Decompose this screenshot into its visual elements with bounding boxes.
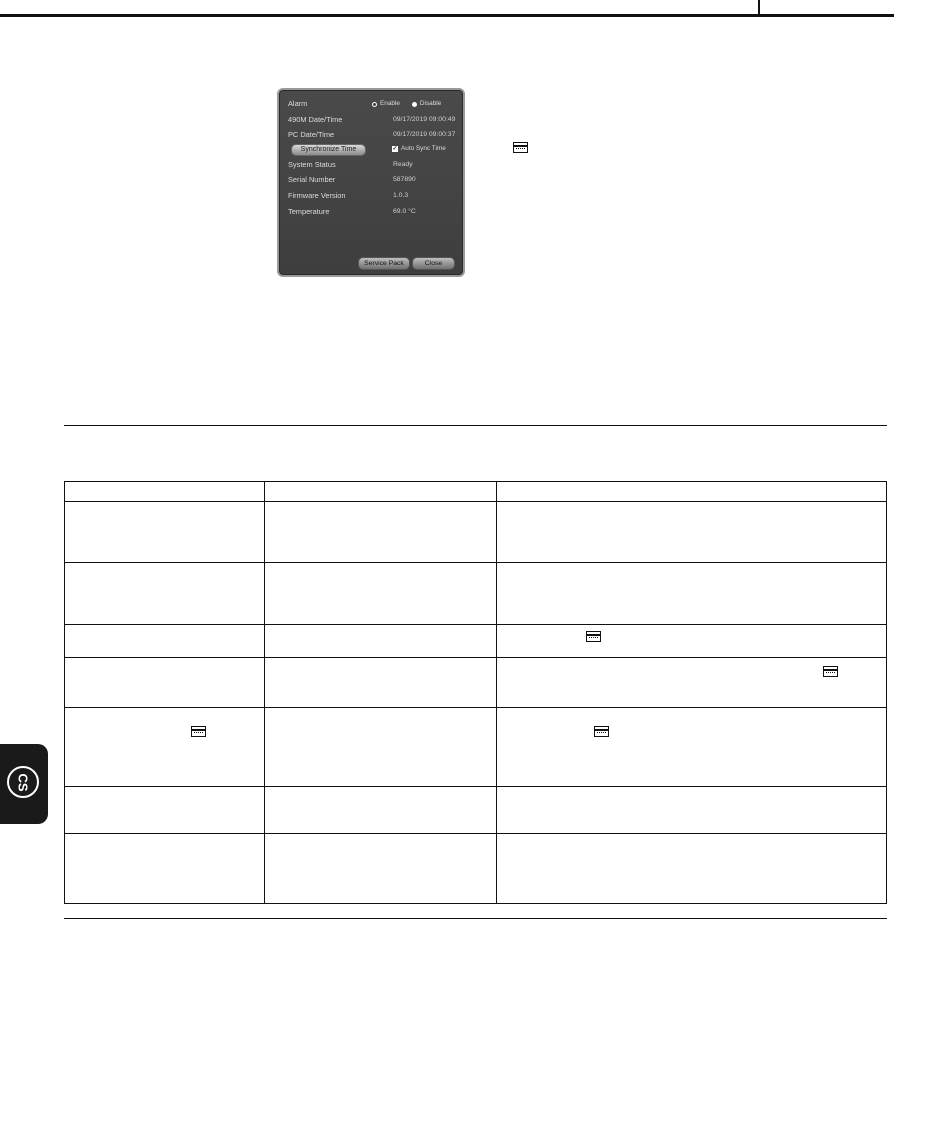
table-cell — [497, 563, 887, 625]
table-cell — [264, 787, 497, 834]
synchronize-time-button[interactable]: Synchronize Time — [291, 144, 366, 156]
table-cell — [497, 625, 887, 658]
enable-label: Enable — [380, 100, 400, 107]
system-status-value: Ready — [393, 161, 413, 168]
table-cell — [497, 482, 887, 502]
device-dialog-icon — [513, 142, 528, 153]
firmware-value: 1.0.3 — [393, 192, 409, 199]
language-tab — [0, 744, 48, 824]
alarm-row — [288, 99, 457, 109]
close-button[interactable]: Close — [412, 257, 455, 270]
service-pack-button[interactable]: Service Pack — [358, 257, 410, 270]
table-cell — [497, 834, 887, 904]
section-divider — [64, 425, 887, 426]
settings-dialog — [277, 88, 465, 277]
device-dialog-icon — [586, 631, 601, 642]
auto-sync-checkbox[interactable]: ✓ — [392, 145, 398, 152]
device-time-label: 490M Date/Time — [288, 115, 343, 124]
temperature-row — [288, 207, 457, 217]
pc-time-value: 09/17/2019 09:00:37 — [393, 131, 456, 138]
table-cell — [497, 658, 887, 708]
table-cell — [264, 658, 497, 708]
table-row — [65, 563, 887, 625]
auto-sync-option — [392, 145, 446, 152]
table-row — [65, 658, 887, 708]
disable-label: Disable — [419, 100, 442, 107]
language-label: CS — [15, 772, 31, 792]
device-dialog-icon — [191, 726, 206, 737]
system-status-row — [288, 160, 457, 170]
firmware-row — [288, 191, 457, 201]
table-cell — [65, 834, 265, 904]
auto-sync-label: Auto Sync Time — [401, 145, 446, 152]
table-cell — [497, 787, 887, 834]
serial-value: 587890 — [393, 176, 416, 183]
device-time-row — [288, 115, 457, 125]
firmware-label: Firmware Version — [288, 191, 346, 200]
table-cell — [65, 658, 265, 708]
table-cell — [497, 708, 887, 787]
serial-row — [288, 175, 457, 185]
table-header-row — [65, 482, 887, 502]
serial-label: Serial Number — [288, 175, 336, 184]
pc-time-row — [288, 130, 457, 140]
language-badge — [7, 766, 39, 798]
device-dialog-icon — [823, 666, 838, 677]
table-cell — [264, 563, 497, 625]
temperature-label: Temperature — [288, 207, 330, 216]
bottom-rule — [64, 918, 887, 919]
table-row — [65, 502, 887, 563]
table-cell — [65, 708, 265, 787]
reference-table — [64, 481, 887, 904]
table-cell — [65, 502, 265, 563]
system-status-label: System Status — [288, 160, 336, 169]
temperature-value: 69.0 °C — [393, 208, 416, 215]
table-cell — [65, 787, 265, 834]
device-time-value: 09/17/2019 09:00:49 — [393, 116, 456, 123]
table-cell — [264, 708, 497, 787]
table-row — [65, 625, 887, 658]
table-cell — [264, 502, 497, 563]
table-cell — [264, 625, 497, 658]
table-row — [65, 834, 887, 904]
alarm-options — [372, 99, 441, 109]
table-cell — [264, 482, 497, 502]
table-cell — [65, 563, 265, 625]
alarm-label: Alarm — [288, 99, 308, 108]
top-tick — [758, 0, 760, 17]
pc-time-label: PC Date/Time — [288, 130, 335, 139]
table-cell — [264, 834, 497, 904]
table-row — [65, 708, 887, 787]
disable-radio[interactable] — [412, 102, 417, 107]
table-cell — [65, 482, 265, 502]
table-row — [65, 787, 887, 834]
device-dialog-icon — [594, 726, 609, 737]
table-cell — [65, 625, 265, 658]
enable-radio[interactable] — [372, 102, 377, 107]
table-cell — [497, 502, 887, 563]
